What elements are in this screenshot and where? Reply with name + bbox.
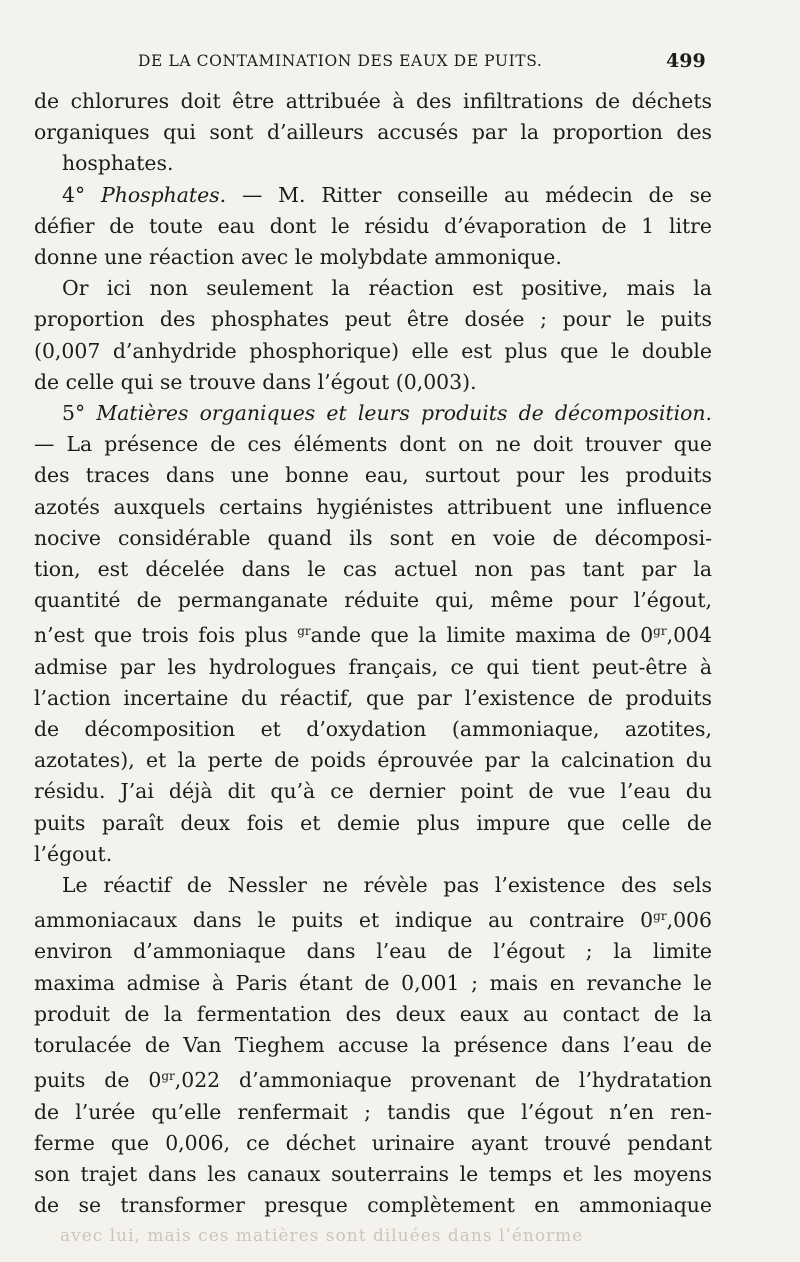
text-line: admise par les hydrologues français, ce qui tient peut-être à [34,654,712,679]
unit-superscript: gr [653,624,667,639]
italic-heading: Matières organiques et leurs produits de décomposition. [96,401,712,426]
text-line: l’action incertaine du réactif, que par l’existence de produits [34,685,712,710]
text-line: organiques qui sont d’ailleurs accusés par la proportion des [34,120,712,145]
unit-superscript: gr [161,1069,175,1084]
text-line: résidu. J’ai déjà dit qu’à ce dernier point de vue l’eau du [34,779,712,804]
paragraph-phosphates [34,180,712,274]
text-line: Le réactif de Nessler ne révèle pas l’existence des sels [62,873,712,898]
text-line: ammoniacaux dans le puits et indique au contraire $0^{gr},006$ [34,908,712,933]
paragraph-matieres-organiques [34,398,712,870]
text-line: 5° Matières organiques et leurs produits de décomposition. [62,401,712,426]
text-line: des traces dans une bonne eau, surtout pour les produits [34,463,712,488]
unit-superscript: gr [653,909,667,924]
page-header [0,50,800,80]
text-line: ferme que 0,006, ce déchet urinaire ayant trouvé pendant [34,1130,712,1155]
text-line: n’est que trois fois plus $^{gr}$ande que la limite maxima de $0^{gr},004$ [34,623,712,648]
text-line: azotates), et la perte de poids éprouvée par la calcination du [34,748,712,773]
text-line: puits paraît deux fois et demie plus impure que celle de [34,810,712,835]
text-line: tion, est décelée dans le cas actuel non pas tant par la [34,557,712,582]
text-line: maxima admise à Paris étant de 0,001 ; mais en revanche le [34,970,712,995]
text-line: environ d’ammoniaque dans l’eau de l’égout ; la limite [34,939,712,964]
text-line: quantité de permanganate réduite qui, même pour l’égout, [34,588,712,613]
page-number: 499 [666,50,706,72]
text-line: Or ici non seulement la réaction est positive, mais la [62,276,712,301]
paragraph-nessler [34,870,712,1221]
text-line: puits de $0^{gr},022$ d’ammoniaque provenant de l’hydratation [34,1068,712,1093]
text-line: nocive considérable quand ils sont en voie de décomposi- [34,525,712,550]
text-line: l’égout. [34,841,113,866]
text-line: 4° Phosphates. — M. Ritter conseille au médecin de se [62,182,712,207]
text-line: défier de toute eau dont le résidu d’évaporation de 1 litre [34,213,712,238]
text-line: de celle qui se trouve dans l’égout (0,003). [34,369,477,394]
text-line: proportion des phosphates peut être dosée ; pour le puits [34,307,712,332]
unit-superscript: gr [297,624,311,639]
text-line: de se transformer presque complètement en ammoniaque [34,1193,712,1218]
text-line: torulacée de Van Tieghem accuse la présence dans l’eau de [34,1033,712,1058]
text-line: — La présence de ces éléments dont on ne doit trouver que [34,432,712,457]
text-line: (0,007 d’anhydride phosphorique) elle est plus que le double [34,338,712,363]
bleed-through-text: avec lui, mais ces matières sont diluées dans l’énorme [60,1226,584,1246]
text-line: de l’urée qu’elle renfermait ; tandis que l’égout n’en ren- [34,1099,712,1124]
text-line: donne une réaction avec le molybdate ammonique. [34,245,562,270]
text-line: produit de la fermentation des deux eaux au contact de la [34,1001,712,1026]
running-title: DE LA CONTAMINATION DES EAUX DE PUITS. [138,52,543,70]
paragraph-chlorures [34,86,712,180]
text-line: de décomposition et d’oxydation (ammoniaque, azotites, [34,717,712,742]
text-line: de chlorures doit être attribuée à des infiltrations de déchets [34,89,712,113]
text-line: azotés auxquels certains hygiénistes attribuent une influence [34,494,712,519]
text-line: son trajet dans les canaux souterrains le temps et les moyens [34,1161,712,1186]
page-body [34,86,712,1221]
italic-heading: Phosphates. [100,182,227,207]
paragraph-reaction [34,273,712,398]
text-line: hosphates. [62,151,174,176]
